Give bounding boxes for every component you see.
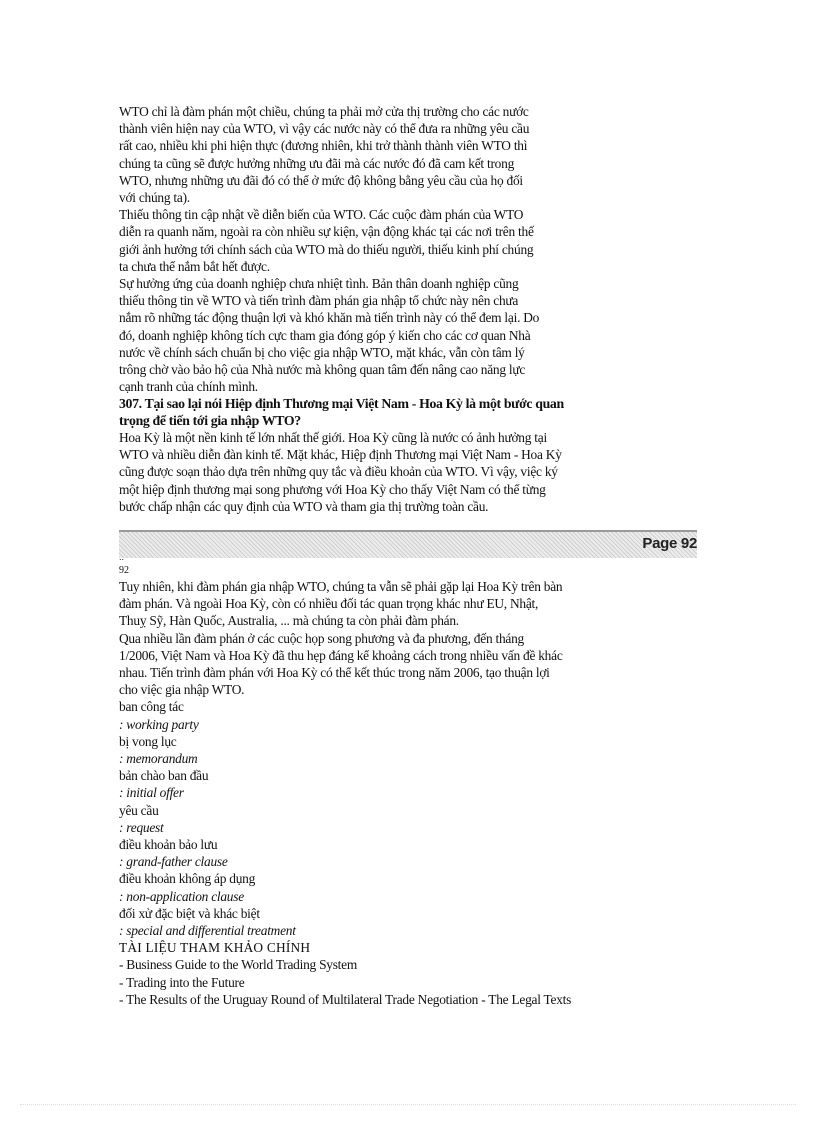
glossary-translation: : initial offer (119, 785, 184, 801)
glossary-translation: : memorandum (119, 751, 198, 767)
text-line: diễn ra quanh năm, ngoài ra còn nhiều sự kiện, vận động khác tại các nơi trên thế (119, 224, 534, 240)
dots-marker: .. (119, 552, 125, 562)
reference-item: - Business Guide to the World Trading System (119, 957, 358, 973)
text-line: Thiếu thông tin cập nhật về diễn biến của WTO. Các cuộc đàm phán của WTO (119, 207, 524, 223)
page-number: 92 (119, 565, 129, 576)
text-line: cạnh tranh của chính mình. (119, 379, 258, 395)
text-block-constraints (119, 103, 619, 395)
text-line: cho việc gia nhập WTO. (119, 682, 245, 698)
text-line: WTO, nhưng những ưu đãi đó có thể ở mức độ không bằng yêu cầu của họ đối (119, 172, 523, 188)
text-line: nước về chính sách chuẩn bị cho việc gia nhập WTO, mặt khác, vẫn còn tâm lý (119, 344, 525, 360)
references-heading: TÀI LIỆU THAM KHẢO CHÍNH (119, 940, 311, 956)
text-line: WTO và nhiều diễn đàn kinh tế. Mặt khác, Hiệp định Thương mại Việt Nam - Hoa Kỳ (119, 447, 562, 463)
glossary-term: bản chào ban đầu (119, 768, 209, 784)
text-line: rất cao, nhiều khi phi hiện thực (đương nhiên, khi trở thành thành viên WTO thì (119, 138, 528, 154)
text-line: Qua nhiều lần đàm phán ở các cuộc họp song phương và đa phương, đến tháng (119, 630, 524, 646)
glossary-term: bị vong lục (119, 733, 177, 749)
glossary-translation: : request (119, 819, 164, 835)
glossary-term: đối xử đặc biệt và khác biệt (119, 905, 260, 921)
text-line: trông chờ vào bảo hộ của Nhà nước mà không quan tâm đến nâng cao năng lực (119, 362, 526, 378)
heading-line: 307. Tại sao lại nói Hiệp định Thương mại Việt Nam - Hoa Kỳ là một bước quan (119, 396, 564, 411)
text-line: thiếu thông tin về WTO và tiến trình đàm phán gia nhập tổ chức này nên chưa (119, 293, 519, 309)
text-line: đó, doanh nghiệp không tích cực tham gia đóng góp ý kiến cho các cơ quan Nhà (119, 327, 531, 343)
text-line: chúng ta cũng sẽ được hưởng những ưu đãi mà các nước đó đã cam kết trong (119, 155, 515, 171)
page-separator-bar (119, 530, 697, 558)
text-line: cũng được soạn thảo dựa trên những quy tắc và điều khoản của WTO. Vì vậy, việc ký (119, 464, 558, 480)
page-label: Page 92 (642, 535, 697, 552)
glossary-translation: : grand-father clause (119, 854, 228, 870)
glossary-term: yêu cầu (119, 802, 159, 818)
glossary-translation: : non-application clause (119, 888, 244, 904)
text-line: đàm phán. Và ngoài Hoa Kỳ, còn có nhiều đối tác quan trọng khác như EU, Nhật, (119, 596, 539, 612)
text-block-glossary (119, 578, 619, 1008)
text-line: WTO chỉ là đàm phán một chiều, chúng ta phải mở cửa thị trường cho các nước (119, 104, 529, 119)
text-line: Tuy nhiên, khi đàm phán gia nhập WTO, chúng ta vẫn sẽ phải gặp lại Hoa Kỳ trên bàn (119, 579, 563, 594)
text-line: Thuỵ Sỹ, Hàn Quốc, Australia, ... mà chúng ta còn phải đàm phán. (119, 613, 459, 629)
text-line: Sự hưởng ứng của doanh nghiệp chưa nhiệt tình. Bản thân doanh nghiệp cũng (119, 276, 519, 292)
glossary-term: điều khoản bảo lưu (119, 837, 218, 853)
glossary-translation: : working party (119, 716, 199, 732)
heading-line: trọng để tiến tới gia nhập WTO? (119, 413, 301, 428)
text-line: thành viên hiện nay của WTO, vì vậy các nước này có thể đưa ra những yêu cầu (119, 121, 530, 137)
question-heading (119, 395, 564, 429)
text-line: nhau. Tiến trình đàm phán với Hoa Kỳ có thể kết thúc trong năm 2006, tạo thuận lợi (119, 665, 550, 681)
reference-item: - Trading into the Future (119, 974, 245, 990)
text-line: giới ảnh hưởng tới chính sách của WTO mà do thiếu người, thiếu kinh phí chúng (119, 241, 534, 257)
text-line: bước chấp nhận các quy định của WTO và tham gia thị trường toàn cầu. (119, 498, 489, 514)
reference-item: - The Results of the Uruguay Round of Multilateral Trade Negotiation - The Legal Texts (119, 991, 572, 1007)
glossary-term: ban công tác (119, 699, 184, 715)
text-block-answer (119, 429, 619, 515)
text-line: nắm rõ những tác động thuận lợi và khó khăn mà tiến trình này có thể đem lại. Do (119, 310, 540, 326)
text-line: một hiệp định thương mại song phương với Hoa Kỳ cho thấy Việt Nam có thể từng (119, 481, 546, 497)
text-line: Hoa Kỳ là một nền kinh tế lớn nhất thế giới. Hoa Kỳ cũng là nước có ảnh hưởng tại (119, 430, 547, 445)
glossary-translation: : special and differential treatment (119, 923, 296, 939)
text-line: với chúng ta). (119, 190, 190, 206)
glossary-term: điều khoản không áp dụng (119, 871, 256, 887)
text-line: ta chưa thể nắm bắt hết được. (119, 258, 270, 274)
text-line: 1/2006, Việt Nam và Hoa Kỳ đã thu hẹp đáng kể khoảng cách trong nhiều vấn đề khác (119, 647, 563, 663)
footer-divider (20, 1104, 796, 1105)
